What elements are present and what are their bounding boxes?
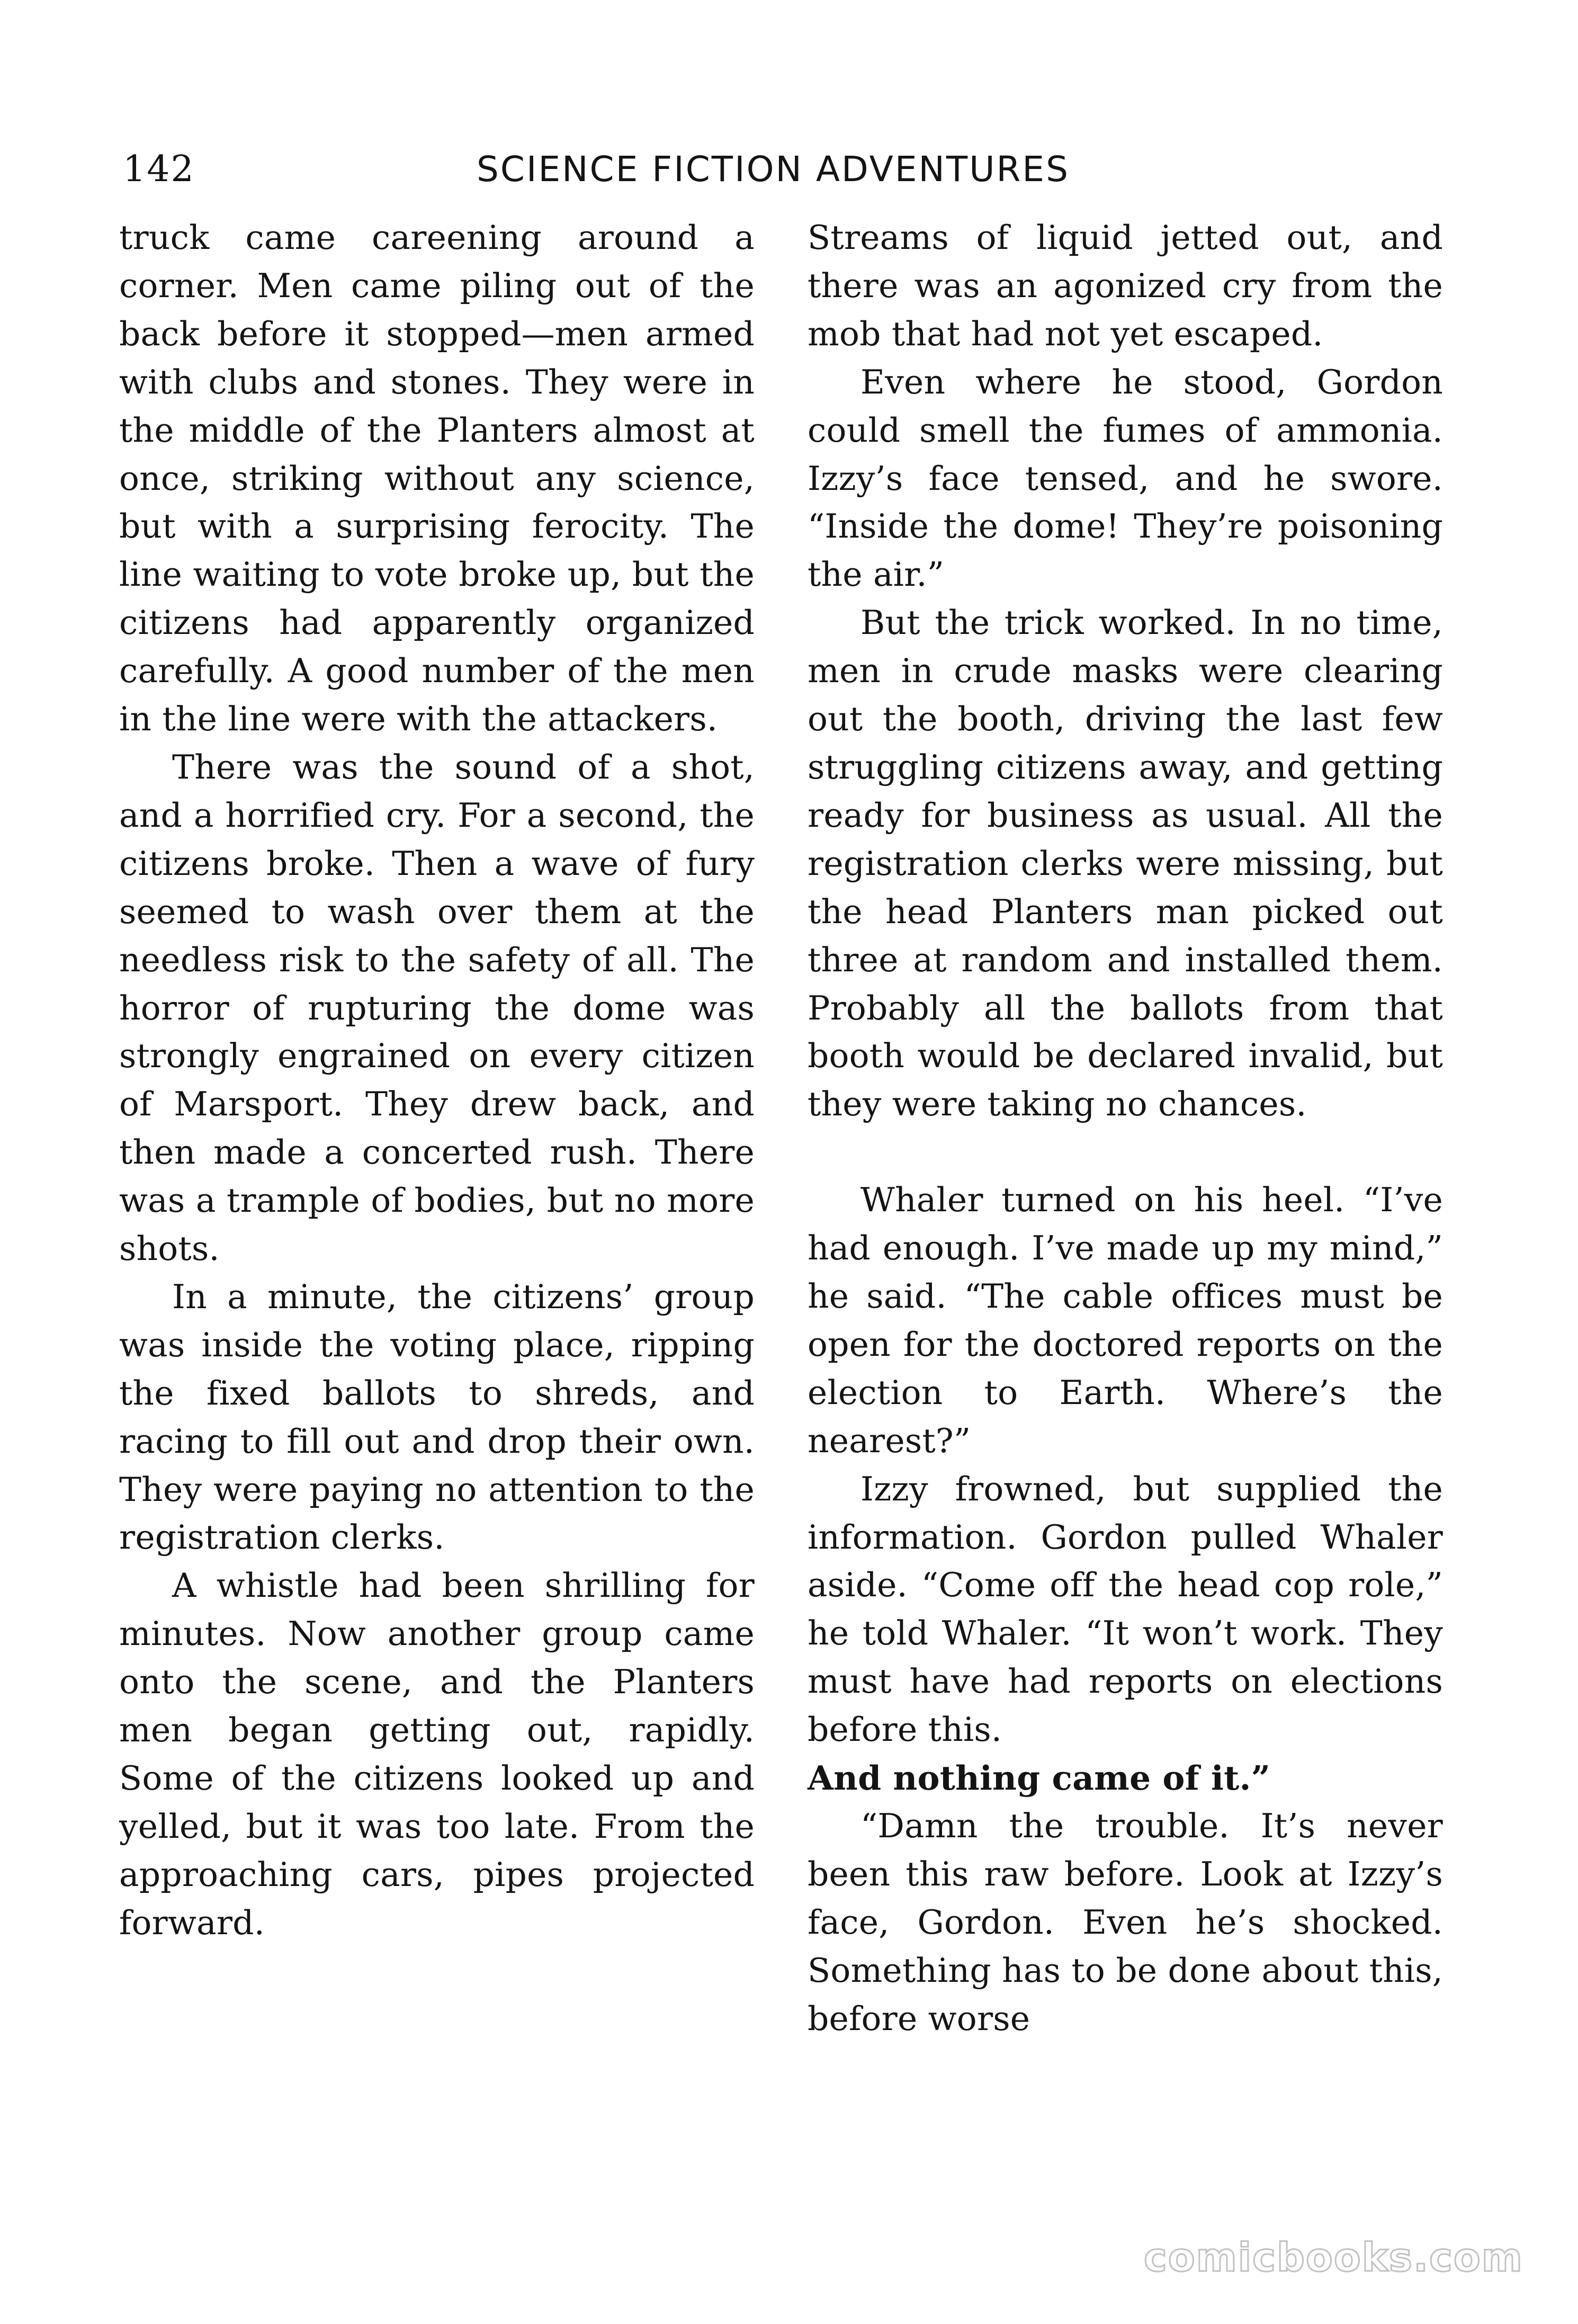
paragraph: Whaler turned on his heel. “I’ve had enough. I’ve made up my mind,” he said. “The cable offices must be open for the doctored reports on the election to Earth. Where’s the nearest?”	[808, 1181, 1443, 1460]
paragraph: But the trick worked. In no time, men in crude masks were clearing out the booth, driving the last few struggling citizens away, and getting ready for business as usual. All the registration clerks were missing, but the head Planters man picked out three at random and installed them. Probably all the ballots from that booth would be declared invalid, but they were taking no chances.	[808, 603, 1443, 1124]
paragraph: “Damn the trouble. It’s never been this raw before. Look at Izzy’s face, Gordon. Even he’s shocked. Something has to be done about this, before worse	[808, 1807, 1443, 2038]
page-number: 142	[123, 148, 195, 190]
watermark: comicbooks.com	[1144, 2235, 1523, 2281]
page-header	[0, 143, 1578, 201]
right-column	[808, 214, 1443, 2043]
paragraph: There was the sound of a shot, and a horrified cry. For a second, the citizens broke. Then a wave of fury seemed to wash over them at the needless risk to the safety of all. The horror of rupturing the dome was strongly engrained on every citizen of Marsport. They drew back, and then made a concerted rush. There was a trample of bodies, but no more shots.	[119, 747, 755, 1268]
paragraph: In a minute, the citizens’ group was inside the voting place, ripping the fixed ballots to shreds, and racing to fill out and drop their own. They were paying no attention to the registration clerks.	[119, 1277, 755, 1557]
running-head: SCIENCE FICTION ADVENTURES	[477, 149, 1070, 190]
paragraph: Even where he stood, Gordon could smell the fumes of ammonia. Izzy’s face tensed, and he swore. “Inside the dome! They’re poisoning the air.”	[808, 362, 1443, 594]
paragraph: truck came careening around a corner. Men came piling out of the back before it stopped—men armed with clubs and stones. They were in the middle of the Planters almost at once, striking without any science, but with a surprising ferocity. The line waiting to vote broke up, but the citizens had apparently organized carefully. A good number of the men in the line were with the attackers.	[119, 218, 755, 739]
left-column	[119, 214, 755, 1947]
paragraph: Streams of liquid jetted out, and there was an agonized cry from the mob that had not yet escaped.	[808, 218, 1443, 353]
paragraph: A whistle had been shrilling for minutes. Now another group came onto the scene, and the Planters men began getting out, rapidly. Some of the citizens looked up and yelled, but it was too late. From the approaching cars, pipes projected forward.	[119, 1566, 755, 1942]
paragraph: Izzy frowned, but supplied the information. Gordon pulled Whaler aside. “Come off the head cop role,” he told Whaler. “It won’t work. They must have had reports on elections before this.	[808, 1469, 1443, 1749]
paragraph-bold-line: And nothing came of it.”	[808, 1758, 1271, 1798]
section-break	[808, 1129, 1443, 1176]
